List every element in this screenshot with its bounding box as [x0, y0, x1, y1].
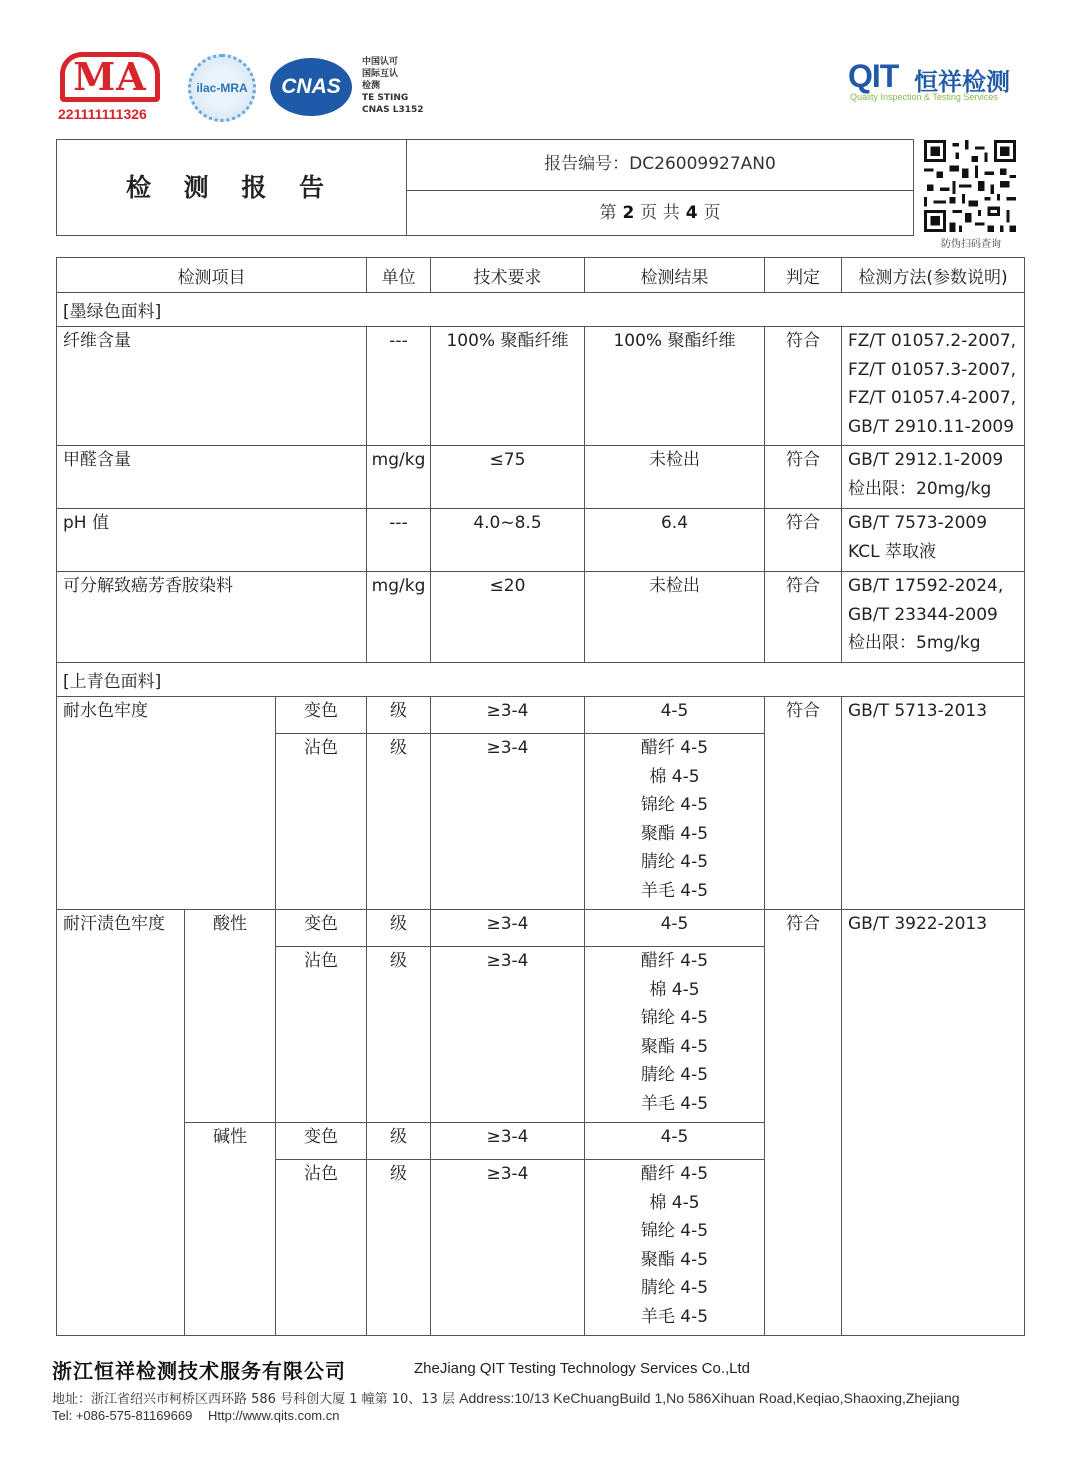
- stain-results: 醋纤 4-5 棉 4-5 锦纶 4-5 聚酯 4-5 腈纶 4-5 羊毛 4-5: [585, 1160, 765, 1336]
- verdict-cell: 符合: [765, 509, 842, 572]
- method-cell: GB/T 17592-2024, GB/T 23344-2009 检出限：5mg/kg: [842, 572, 1025, 663]
- footer-address-cn: 地址：浙江省绍兴市柯桥区西环路 586 号科创大厦 1 幢第 10、13 层: [52, 1392, 455, 1407]
- method-cell: GB/T 2912.1-2009 检出限：20mg/kg: [842, 446, 1025, 509]
- unit-cell: 级: [367, 734, 431, 910]
- requirement-cell: ≥3-4: [431, 1160, 585, 1336]
- test-results-table: [56, 257, 1025, 1336]
- header-requirement: 技术要求: [431, 258, 585, 293]
- unit-cell: 级: [367, 1160, 431, 1336]
- qit-logo: QIT: [848, 58, 899, 94]
- item-name: 耐水色牢度: [57, 697, 276, 910]
- verdict-cell: 符合: [765, 572, 842, 663]
- cnas-label: CNAS: [281, 75, 341, 98]
- method-cell: FZ/T 01057.2-2007, FZ/T 01057.3-2007, FZ/T 01057.4-2007, GB/T 2910.11-2009: [842, 327, 1025, 446]
- table-row: [57, 446, 1025, 509]
- footer-tel: Tel: +086-575-81169669: [52, 1408, 193, 1423]
- subitem-label: 沾色: [276, 1160, 367, 1336]
- header-method: 检测方法(参数说明): [842, 258, 1025, 293]
- result-cell: 4-5: [585, 1123, 765, 1160]
- cnas-accreditation-text: 中国认可 国际互认 检测 TE STING CNAS L3152: [362, 57, 424, 115]
- unit-cell: 级: [367, 947, 431, 1123]
- requirement-cell: ≥3-4: [431, 697, 585, 734]
- unit-cell: 级: [367, 910, 431, 947]
- qr-code[interactable]: [924, 140, 1016, 232]
- table-header-row: [57, 258, 1025, 293]
- method-cell: GB/T 3922-2013: [842, 910, 1025, 1336]
- footer-company-en: ZheJiang QIT Testing Technology Services Co.,Ltd: [414, 1360, 751, 1377]
- footer-contact: [52, 1408, 351, 1423]
- unit-cell: ---: [367, 327, 431, 446]
- verdict-cell: 符合: [765, 327, 842, 446]
- unit-cell: mg/kg: [367, 446, 431, 509]
- footer-company-cn: 浙江恒祥检测技术服务有限公司: [52, 1359, 346, 1383]
- method-cell: GB/T 7573-2009 KCL 萃取液: [842, 509, 1025, 572]
- item-name: 耐汗渍色牢度: [57, 910, 185, 1336]
- item-name: 甲醛含量: [57, 446, 367, 509]
- header-unit: 单位: [367, 258, 431, 293]
- table-row: [57, 697, 1025, 734]
- unit-cell: 级: [367, 697, 431, 734]
- verdict-cell: 符合: [765, 697, 842, 910]
- requirement-cell: 100% 聚酯纤维: [431, 327, 585, 446]
- table-row: [57, 509, 1025, 572]
- table-row: [57, 327, 1025, 446]
- requirement-cell: ≥3-4: [431, 910, 585, 947]
- qr-caption: 防伪扫码查询: [941, 239, 1001, 250]
- section-title-dark-green: [墨绿色面料]: [57, 293, 1025, 327]
- requirement-cell: ≤75: [431, 446, 585, 509]
- unit-cell: mg/kg: [367, 572, 431, 663]
- stain-results: 醋纤 4-5 棉 4-5 锦纶 4-5 聚酯 4-5 腈纶 4-5 羊毛 4-5: [585, 947, 765, 1123]
- result-cell: 未检出: [585, 572, 765, 663]
- requirement-cell: ≥3-4: [431, 734, 585, 910]
- cma-number: 221111111326: [58, 106, 147, 122]
- item-name: 可分解致癌芳香胺染料: [57, 572, 367, 663]
- subitem-label: 沾色: [276, 734, 367, 910]
- subitem-group: 酸性: [185, 910, 276, 1123]
- table-row: [57, 572, 1025, 663]
- section-row: [57, 663, 1025, 697]
- result-cell: 100% 聚酯纤维: [585, 327, 765, 446]
- subitem-label: 变色: [276, 697, 367, 734]
- company-tagline: Quality Inspection & Testing Services: [850, 92, 998, 102]
- result-cell: 4-5: [585, 910, 765, 947]
- requirement-cell: ≥3-4: [431, 947, 585, 1123]
- subitem-group: 碱性: [185, 1123, 276, 1336]
- unit-cell: 级: [367, 1123, 431, 1160]
- result-cell: 6.4: [585, 509, 765, 572]
- report-number: 报告编号：DC26009927AN0: [544, 154, 776, 174]
- footer-address: [52, 1388, 960, 1407]
- company-logo-name: 恒祥检测: [914, 68, 1010, 96]
- subitem-label: 变色: [276, 1123, 367, 1160]
- requirement-cell: 4.0~8.5: [431, 509, 585, 572]
- unit-cell: ---: [367, 509, 431, 572]
- cma-logo: MA: [73, 54, 147, 99]
- ilac-mra-label: ilac-MRA: [196, 81, 248, 95]
- page-current: 2: [622, 203, 635, 223]
- subitem-label: 变色: [276, 910, 367, 947]
- table-row: [57, 910, 1025, 947]
- header-result: 检测结果: [585, 258, 765, 293]
- requirement-cell: ≥3-4: [431, 1123, 585, 1160]
- page-total: 4: [685, 203, 698, 223]
- section-row: [57, 293, 1025, 327]
- subitem-label: 沾色: [276, 947, 367, 1123]
- result-cell: 4-5: [585, 697, 765, 734]
- header-test-item: 检测项目: [57, 258, 367, 293]
- verdict-cell: 符合: [765, 446, 842, 509]
- item-name: 纤维含量: [57, 327, 367, 446]
- footer-address-en: Address:10/13 KeChuangBuild 1,No 586Xihuan Road,Keqiao,Shaoxing,Zhejiang: [459, 1390, 960, 1406]
- section-title-navy: [上青色面料]: [57, 663, 1025, 697]
- result-cell: 未检出: [585, 446, 765, 509]
- item-name: pH 值: [57, 509, 367, 572]
- verdict-cell: 符合: [765, 910, 842, 1336]
- footer-website[interactable]: Http://www.qits.com.cn: [207, 1408, 340, 1423]
- stain-results: 醋纤 4-5 棉 4-5 锦纶 4-5 聚酯 4-5 腈纶 4-5 羊毛 4-5: [585, 734, 765, 910]
- report-title: 检 测 报 告: [125, 173, 337, 202]
- method-cell: GB/T 5713-2013: [842, 697, 1025, 910]
- requirement-cell: ≤20: [431, 572, 585, 663]
- header-verdict: 判定: [765, 258, 842, 293]
- page-indicator: 第 2 页 共 4 页: [599, 203, 721, 223]
